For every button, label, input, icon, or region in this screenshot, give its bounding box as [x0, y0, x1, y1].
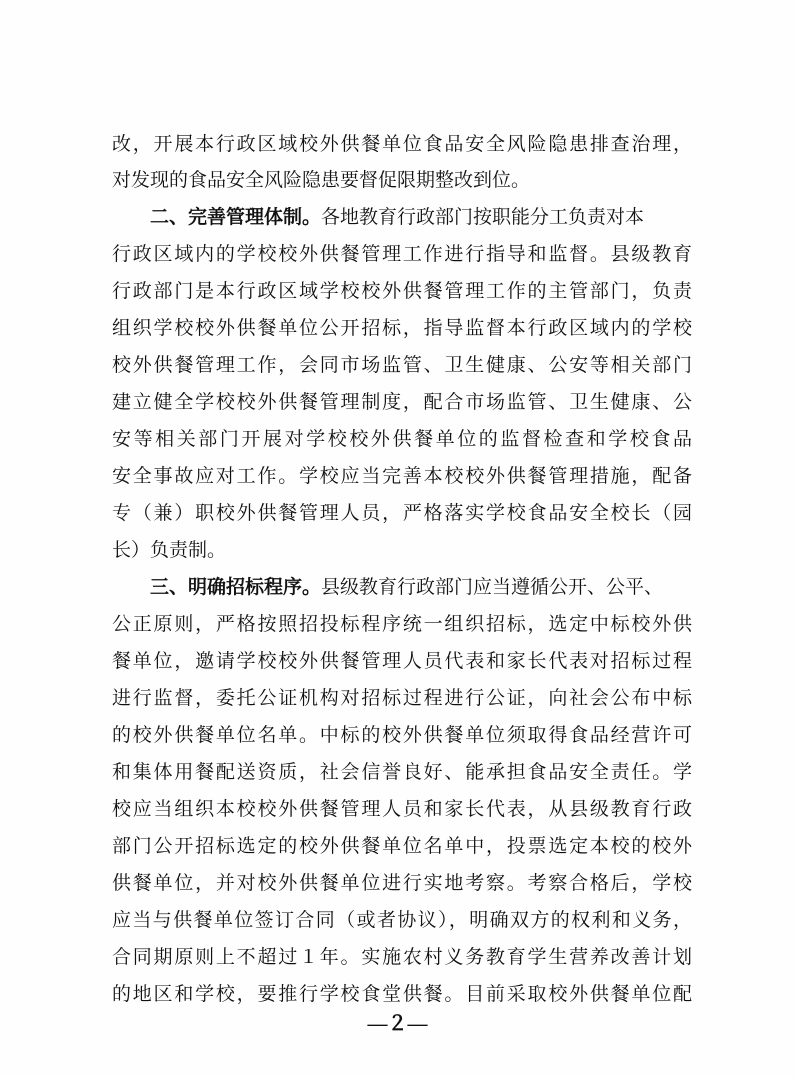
paragraph-line: 改，开展本行政区域校外供餐单位食品安全风险隐患排查治理， — [112, 133, 692, 155]
page-number: —２— — [367, 1013, 428, 1035]
paragraph-line: 的校外供餐单位名单。中标的校外供餐单位须取得食品经营许可 — [112, 724, 692, 746]
paragraph-line: 应当与供餐单位签订合同（或者协议），明确双方的权利和义务， — [112, 909, 692, 931]
paragraph-line: 合同期原则上不超过１年。实施农村义务教育学生营养改善计划 — [112, 946, 692, 968]
paragraph-line: 的地区和学校，要推行学校食堂供餐。目前采取校外供餐单位配 — [112, 983, 692, 1005]
paragraph-line: 行政部门是本行政区域学校校外供餐管理工作的主管部门，负责 — [112, 280, 692, 302]
paragraph-line: 和集体用餐配送资质，社会信誉良好、能承担食品安全责任。学 — [112, 761, 692, 783]
paragraph-line: 安全事故应对工作。学校应当完善本校校外供餐管理措施，配备 — [112, 465, 692, 487]
section-2-first-line-text: 各地教育行政部门按职能分工负责对本 — [321, 206, 645, 228]
paragraph-line: 进行监督，委托公证机构对招标过程进行公证，向社会公布中标 — [112, 687, 692, 709]
paragraph-line: 校外供餐管理工作，会同市场监管、卫生健康、公安等相关部门 — [112, 354, 692, 376]
paragraph-line: 公正原则，严格按照招投标程序统一组织招标，选定中标校外供 — [112, 613, 692, 635]
paragraph-line: 校应当组织本校校外供餐管理人员和家长代表，从县级教育行政 — [112, 798, 692, 820]
section-3-heading: 三、明确招标程序。 — [150, 576, 322, 598]
section-2-first-line — [150, 197, 692, 237]
paragraph-line: 餐单位，邀请学校校外供餐管理人员代表和家长代表对招标过程 — [112, 650, 692, 672]
paragraph-line: 专（兼）职校外供餐管理人员，严格落实学校食品安全校长（园 — [112, 502, 692, 524]
paragraph-line: 组织学校校外供餐单位公开招标，指导监督本行政区域内的学校 — [112, 317, 692, 339]
paragraph-line: 长）负责制。 — [112, 539, 227, 561]
paragraph-line: 安等相关部门开展对学校校外供餐单位的监督检查和学校食品 — [112, 428, 692, 450]
paragraph-line: 行政区域内的学校校外供餐管理工作进行指导和监督。县级教育 — [112, 243, 692, 265]
section-3-first-line — [150, 567, 692, 607]
section-2-heading: 二、完善管理体制。 — [150, 206, 322, 228]
paragraph-line: 部门公开招标选定的校外供餐单位名单中，投票选定本校的校外 — [112, 835, 692, 857]
paragraph-line: 建立健全学校校外供餐管理制度，配合市场监管、卫生健康、公 — [112, 391, 692, 413]
paragraph-line: 供餐单位，并对校外供餐单位进行实地考察。考察合格后，学校 — [112, 872, 692, 894]
paragraph-line: 对发现的食品安全风险隐患要督促限期整改到位。 — [112, 169, 531, 191]
section-3-first-line-text: 县级教育行政部门应当遵循公开、公平、 — [321, 576, 664, 598]
